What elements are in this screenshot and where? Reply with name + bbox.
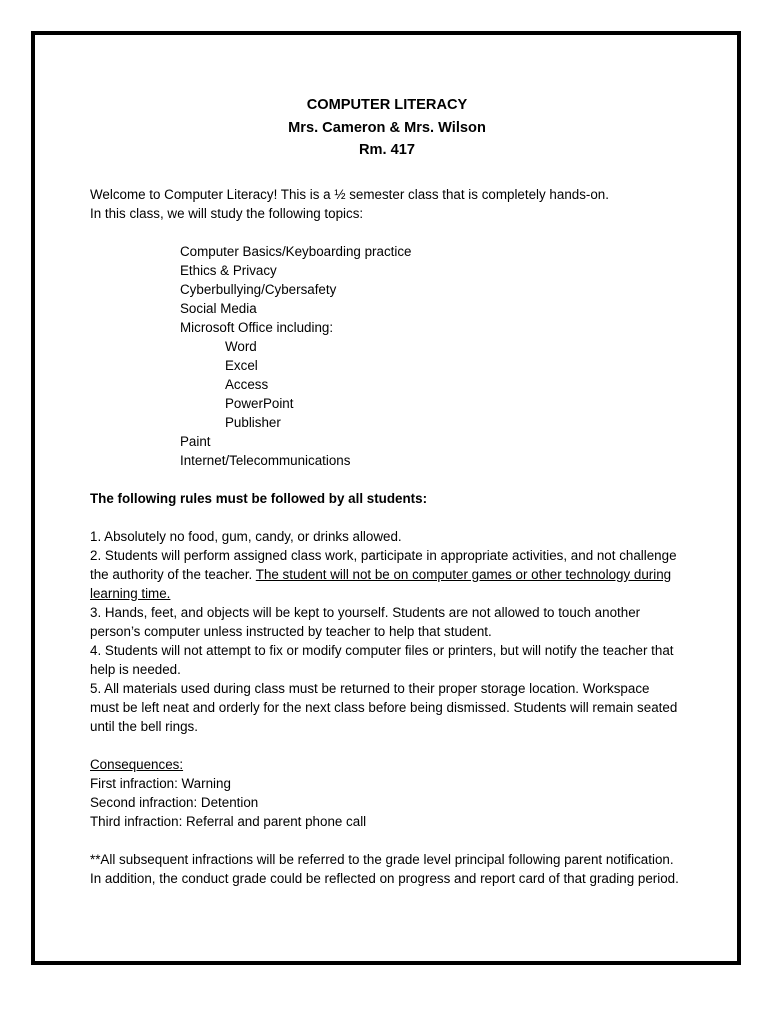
topic-office [180,318,680,432]
consequences-heading: Consequences: [90,756,184,772]
intro-paragraph [90,185,680,223]
document-header [90,94,680,162]
rule-5: 5. All materials used during class must be returned to their proper storage location. Workspace must be left neat and orderly for the next class before being dismissed. Students will remain seated until the bell rings. [90,680,678,734]
document-body [90,94,680,888]
consequences-section [90,755,680,831]
rule-2-text: 2. Students will perform assigned class work, participate in appropriate activities, and not challenge the authority of the teacher. [90,547,677,582]
topics-list [180,242,680,470]
office-app-access: Access [225,376,269,392]
footer-note: **All subsequent infractions will be referred to the grade level principal following parent notification. In addition, the conduct grade could be reflected on progress and report card of that grading period. [90,851,679,886]
course-title: COMPUTER LITERACY [306,97,468,113]
rule-4: 4. Students will not attempt to fix or modify computer files or printers, but will notify the teacher that help is needed. [90,642,674,677]
office-apps-list [225,337,680,432]
office-app-excel: Excel [225,357,258,373]
topic-paint: Paint [180,433,211,449]
rules-heading: The following rules must be followed by all students: [90,490,428,506]
room-number: Rm. 417 [359,142,415,158]
topic-ethics: Ethics & Privacy [180,262,277,278]
office-app-powerpoint: PowerPoint [225,395,294,411]
consequence-second: Second infraction: Detention [90,794,259,810]
office-app-word: Word [225,338,257,354]
topic-basics: Computer Basics/Keyboarding practice [180,243,412,259]
topic-internet: Internet/Telecommunications [180,452,351,468]
topic-cyberbullying: Cyberbullying/Cybersafety [180,281,337,297]
rule-2 [90,546,680,603]
consequence-third: Third infraction: Referral and parent phone call [90,813,367,829]
rule-2-underlined-text: The student will not be on computer games or other technology during learning time. [90,566,672,601]
topic-office-label: Microsoft Office including: [180,319,334,335]
office-app-publisher: Publisher [225,414,281,430]
rule-1: 1. Absolutely no food, gum, candy, or drinks allowed. [90,528,402,544]
rules-list [90,527,680,736]
rule-3: 3. Hands, feet, and objects will be kept to yourself. Students are not allowed to touch another person’s computer unless instructed by teacher to help that student. [90,604,641,639]
teacher-names: Mrs. Cameron & Mrs. Wilson [288,119,486,136]
intro-line-2: In this class, we will study the following topics: [90,205,364,221]
consequence-first: First infraction: Warning [90,775,231,791]
topic-social-media: Social Media [180,300,257,316]
intro-line-1: Welcome to Computer Literacy! This is a ½ semester class that is completely hands-on. [90,186,609,202]
